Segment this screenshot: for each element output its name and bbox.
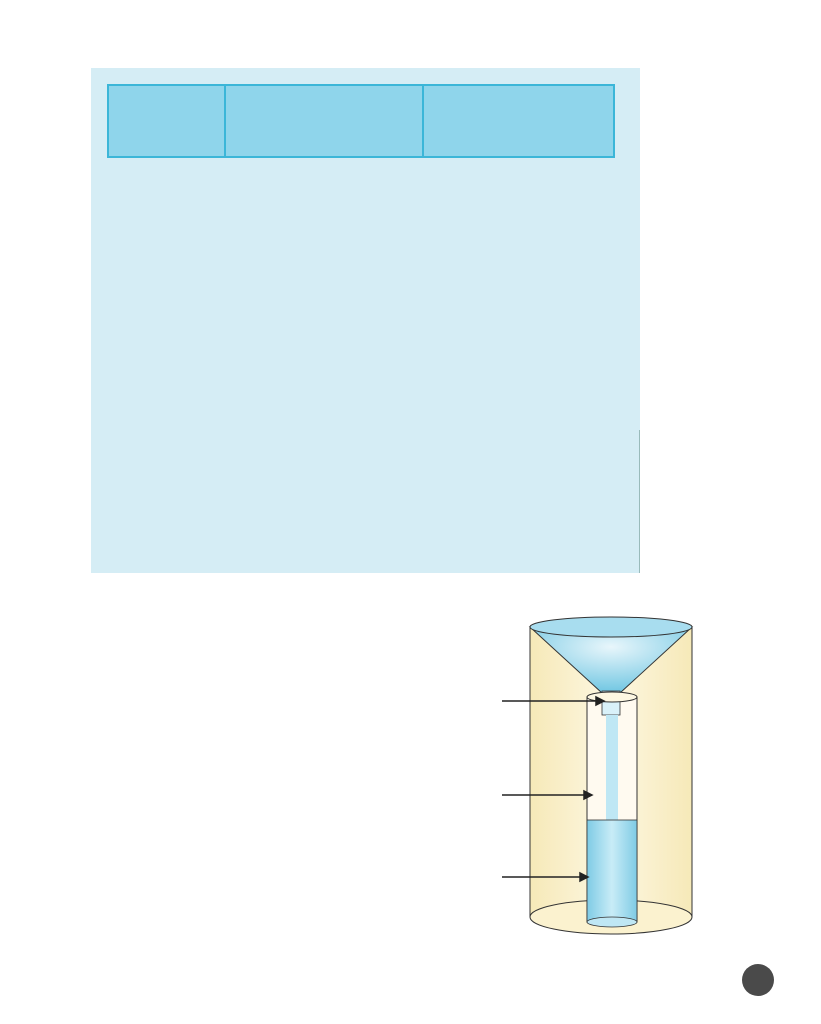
- table-header-row: [108, 85, 614, 157]
- water-stream: [606, 715, 618, 820]
- label-measuring-scale: [420, 779, 502, 795]
- activity-box-edge: [639, 430, 640, 573]
- label-measuring-tube: [420, 861, 502, 877]
- tube-bottom: [587, 917, 637, 927]
- label-collecting-funnel: [420, 689, 502, 705]
- collected-water: [587, 820, 637, 922]
- funnel-rim: [530, 617, 692, 637]
- rain-gauge-figure: [420, 605, 720, 935]
- header-min-temp: [423, 85, 614, 157]
- page-number: [742, 964, 774, 996]
- header-date: [108, 85, 225, 157]
- header-max-temp: [225, 85, 423, 157]
- temperature-table: [107, 84, 615, 158]
